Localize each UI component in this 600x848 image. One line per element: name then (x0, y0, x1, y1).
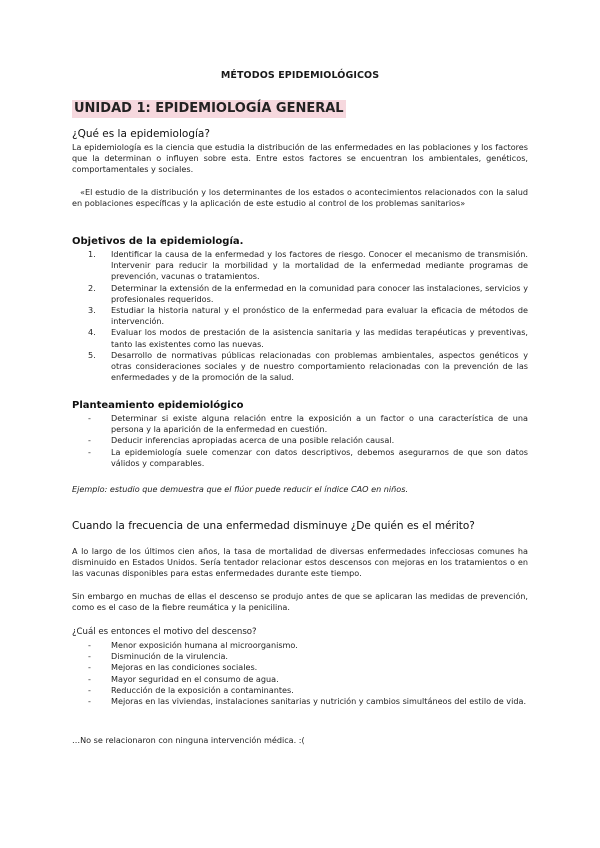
list-number: 2. (88, 282, 96, 293)
list-item-text: Mejoras en las condiciones sociales. (111, 662, 258, 673)
list-item-text: Disminución de la virulencia. (111, 651, 228, 662)
list-item-text: Deducir inferencias apropiadas acerca de una posible relación causal. (111, 435, 395, 446)
list-item-text: Menor exposición humana al microorganismo. (111, 640, 298, 650)
planteamiento-list (72, 413, 528, 469)
dash-bullet: - (88, 413, 91, 423)
list-item (72, 350, 528, 384)
definition-quote: «El estudio de la distribución y los determinantes de los estados o acontecimientos relacionados con la salud en poblaciones específicas y la aplicación de este estudio al control de los problemas sanitarios» (72, 187, 528, 209)
list-item (72, 283, 528, 305)
list-item-text: Mayor seguridad en el consumo de agua. (111, 673, 279, 684)
dash-bullet: - (88, 651, 91, 662)
history-paragraph: A lo largo de los últimos cien años, la tasa de mortalidad de diversas enfermedades infecciosas comunes ha disminuido en Estados Unidos. Sería tentador relacionar estos descensos con mejoras en los tratamientos o en las vacunas disponibles para estas enfermedades durante este tiempo. (72, 546, 528, 579)
list-item (72, 674, 528, 685)
list-item-text: La epidemiología suele comenzar con datos descriptivos, debemos asegurarnos de que son datos válidos y comparables. (111, 446, 528, 468)
list-item-text: Mejoras en las viviendas, instalaciones sanitarias y nutrición y cambios simultáneos del estilo de vida. (111, 696, 527, 707)
list-item-text: Reducción de la exposición a contaminantes. (111, 684, 294, 695)
list-number: 1. (88, 249, 96, 259)
example-text: Ejemplo: estudio que demuestra que el flúor puede reducir el índice CAO en niños. (72, 484, 409, 494)
list-item-text: Evaluar los modos de prestación de la asistencia sanitaria y las medidas terapéuticas y preventivas, tanto las existentes como las nuevas. (111, 327, 528, 349)
dash-bullet: - (88, 662, 91, 673)
list-item (72, 413, 528, 435)
definition-paragraph: La epidemiología es la ciencia que estudia la distribución de las enfermedades en las poblaciones y los factores que la determinan o influyen sobre esta. Entre estos factores se encuentran los ambientales, genéticos, comportamentales y sociales. (72, 142, 528, 175)
list-item-text: Desarrollo de normativas públicas relacionadas con problemas ambientales, aspectos genéticos y otras consideraciones sociales y de nuestro comportamiento relacionadas con la prevención de las enfermedades y de la promoción de la salud. (111, 349, 528, 383)
list-item-text: Determinar si existe alguna relación entre la exposición a un factor o una característica de una persona y la aparición de la enfermedad en cuestión. (111, 413, 528, 435)
history-paragraph-2: Sin embargo en muchas de ellas el descenso se produjo antes de que se aplicaran las medidas de prevención, como es el caso de la fiebre reumática y la penicilina. (72, 591, 528, 613)
list-item (72, 696, 528, 707)
list-item (72, 327, 528, 349)
list-item (72, 305, 528, 327)
list-number: 4. (88, 327, 96, 338)
objectives-list (72, 249, 528, 383)
list-item (72, 435, 528, 446)
list-item (72, 651, 528, 662)
unit-heading: UNIDAD 1: EPIDEMIOLOGÍA GENERAL (74, 101, 344, 116)
dash-bullet: - (88, 684, 91, 695)
list-item (72, 640, 528, 651)
dash-bullet: - (88, 640, 91, 650)
list-item-text: Estudiar la historia natural y el pronóstico de la enfermedad para evaluar la eficacia de métodos de intervención. (111, 305, 528, 327)
document-title: MÉTODOS EPIDEMIOLÓGICOS (220, 70, 380, 81)
dash-bullet: - (88, 435, 91, 446)
list-item-text: Determinar la extensión de la enfermedad en la comunidad para conocer las instalaciones, servicios y profesionales requeridos. (111, 282, 528, 304)
list-number: 5. (88, 349, 96, 360)
objectives-heading: Objetivos de la epidemiología. (72, 236, 244, 247)
list-item (72, 685, 528, 696)
planteamiento-heading: Planteamiento epidemiológico (72, 400, 244, 411)
list-item (72, 249, 528, 283)
list-number: 3. (88, 305, 96, 316)
list-item-text: Identificar la causa de la enfermedad y los factores de riesgo. Conocer el mecanismo de transmisión. Intervenir para reducir la morbilidad y la mortalidad de la enfermedad mediante programas de prevención, vacunas o tratamientos. (111, 249, 528, 282)
dash-bullet: - (88, 673, 91, 684)
motives-list (72, 640, 528, 707)
closing-remark: …No se relacionaron con ninguna intervención médica. :( (72, 735, 305, 745)
list-item (72, 662, 528, 673)
section-heading-que-es: ¿Qué es la epidemiología? (72, 128, 210, 140)
section-heading-merito: Cuando la frecuencia de una enfermedad disminuye ¿De quién es el mérito? (72, 520, 475, 532)
motive-question: ¿Cuál es entonces el motivo del descenso? (72, 627, 257, 637)
dash-bullet: - (88, 446, 91, 457)
dash-bullet: - (88, 696, 91, 707)
list-item (72, 447, 528, 469)
